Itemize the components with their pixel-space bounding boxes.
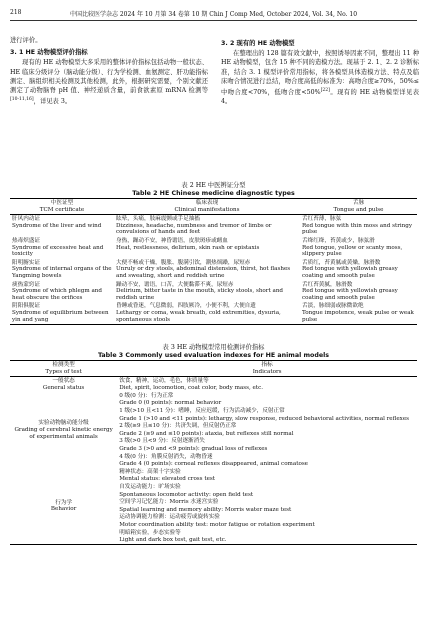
test-type-cell: 行为学 Behavior <box>50 499 77 513</box>
indicator-cell: 空间学习记忆能力：Morris 水迷宫实验 <box>119 499 219 506</box>
indicator-cell: 精神状态：高架十字实验 <box>119 468 181 475</box>
indicator-cell: Grade 3 (>0 and <9 points): gradual loss of reflexes <box>119 446 268 453</box>
table-3 <box>10 344 417 545</box>
right-column <box>221 36 419 107</box>
manifestation-cell: 眩晕，头痛，肢麻震颤或手足抽搐 Dizziness, headache, numbness and tremor of limbs or convulsions of hands and feet <box>116 216 272 236</box>
manifestation-cell: 身热，躁动不安，神昏谵语，皮肤斑疹或衄血 Heat, restlessness, delirium, skin rash or epistaxis <box>116 237 260 251</box>
test-type-cell: 实验动物脑动能分级 Grading of cerebral kinetic energy of experimental animals <box>14 420 113 440</box>
tongue-pulse-cell: 舌绛红绛，苔黄或少，脉弦滑 Red tongue, yellow or scanty moss, slippery pulse <box>302 237 403 258</box>
table-header-row <box>10 199 417 215</box>
table-row <box>10 302 417 324</box>
indicator-cell: 运动协调能力检测：运动疲劳或旋转实验 <box>119 514 220 521</box>
page-number: 218 <box>10 9 22 16</box>
indicator-cell: Spatial learning and memory ability: Morris water maze test <box>119 506 292 513</box>
tongue-pulse-cell: 舌质红，苔黄腻或黄燥，脉滑数 Red tongue with yellowish greasy coating and smooth pulse <box>302 259 398 279</box>
table-2-caption <box>10 182 417 198</box>
table-row <box>10 281 417 303</box>
indicator-cell: 1 级(>10 且<11 分)：嗜睡，反应迟缓，行为活动减少，反射正常 <box>119 408 285 415</box>
header-cell: 中医证型 TCM certificate <box>10 199 114 215</box>
indicator-cell: Spontaneous locomotor activity: open field test <box>119 491 254 498</box>
header-cell: 检测类型 Types of test <box>10 361 117 377</box>
table-row <box>10 377 417 385</box>
indicator-cell: Grade 0 (0 points): normal behavior <box>119 400 222 407</box>
tcm-type-cell: 阴阳俱脱证 Syndrome of equilibrium between yin and yang <box>12 303 109 323</box>
table-3-grid <box>10 360 417 545</box>
left-column <box>10 36 208 107</box>
citation: [22] <box>320 88 330 94</box>
indicator-cell: 2 级(≥9 且≤10 分)：共济失调，但反射仍正常 <box>119 423 237 430</box>
table-row <box>10 237 417 259</box>
table-row <box>10 468 417 476</box>
table-2 <box>10 182 417 325</box>
manifestation-cell: 躁动不安，谵语，口苦，大便黏滞不爽，尿短赤 Delirium, bitter taste in the mouth, sticky stools, short and reddish urine <box>116 281 284 301</box>
manifestation-cell: 昏睡或昏迷，气息微弱，四肢厥冷，小便不利，大便自遗 Lethargy or coma, weak breath, cold extremities, dysuria, spontaneous stools <box>116 303 281 323</box>
tcm-type-cell: 肝风内动证 Syndrome of the liver and wind <box>12 216 102 229</box>
indicator-cell: 4 级(0 分)：角膜反射消失，动物昏迷 <box>119 453 213 460</box>
indicator-cell: 自发运动能力：旷场实验 <box>119 484 181 490</box>
paragraph-end: ，详见表 3。 <box>33 98 72 106</box>
indicator-cell: Grade 2 (≥9 and ≤10 points): ataxia, but reflexes still normal <box>119 430 294 437</box>
paragraph-text: 在整理出的 128 篇有效文献中，按照诱导因素不同，整理出 11 种 HE 动物模型，包含 15 种不同的造模方法。现基于 2. 1、2. 2 诊断标准，结合 3. 1 模型评价常用指标，将各模型具体造模方法、特点及临床吻合情况进行总结，吻合度高低的标准为：高吻合度≥70%，50%≤中吻合度<70%，低吻合度<50% <box>221 50 419 97</box>
running-header <box>10 8 417 21</box>
table-row <box>10 392 417 400</box>
manifestation-cell: 大便不畅或干燥，腹胀、腹满引饮，潮热烦躁，尿短赤 Unruly or dry stools, abdominal distension, thirst, hot flashes and sweating, short and reddish urine <box>116 259 291 279</box>
table-row <box>10 259 417 281</box>
indicator-cell: 饮食，精神，运动，毛色，体质量等 <box>119 377 209 384</box>
citation: [10-11,16] <box>10 97 34 103</box>
tongue-pulse-cell: 舌红苔黄腻，脉滑数 Red tongue with yellowish greasy coating and smooth pulse <box>302 281 398 301</box>
indicator-cell: Grade 4 (0 points): corneal reflexes disappeared, animal comatose <box>119 461 308 468</box>
tongue-pulse-cell: 舌淡，脉细弱或脉微欲绝 Tongue impotence, weak pulse or weak pulse <box>302 303 414 323</box>
caption-zh: 表 2 HE 中医辨证分型 <box>181 182 246 189</box>
tcm-type-cell: 痰热蒙窍证 Syndrome of which phlegm and heat obscure the orifices <box>12 281 102 301</box>
indicator-cell: Motor coordination ability test: motor fatigue or rotation experiment <box>119 521 315 528</box>
header-cell: 指标 Indicators <box>117 361 417 377</box>
test-type-cell: 一般状态 General status <box>42 378 85 391</box>
table-row <box>10 215 417 237</box>
indicator-cell: Mental status: elevated cross test <box>119 476 216 483</box>
table-3-caption <box>10 344 417 360</box>
tcm-type-cell: 热毒炽盛证 Syndrome of excessive heat and toxicity <box>12 237 104 258</box>
paragraph-3-2 <box>221 49 419 106</box>
paragraph-end: 。现有的 HE 动物模型详见表 4。 <box>221 89 419 106</box>
indicator-cell: Light and dark box test, gait test, etc. <box>119 537 227 544</box>
table-2-grid <box>10 198 417 325</box>
tongue-pulse-cell: 舌红苔薄，脉弦 Red tongue with thin moss and stringy pulse <box>302 216 413 236</box>
paragraph-3-1 <box>10 58 208 106</box>
section-heading-3-2: 3. 2 现有的 HE 动物模型 <box>221 40 295 47</box>
indicator-cell: Diet, spirit, locomotion, coat color, body mass, etc. <box>119 385 263 392</box>
table-header-row <box>10 361 417 377</box>
tcm-type-cell: 阳明腑实证 Syndrome of internal organs of the Yangming bowels <box>12 259 112 279</box>
section-heading-3-1: 3. 1 HE 动物模型评价指标 <box>10 49 88 57</box>
indicator-cell: 0 级(0 分)：行为正常 <box>119 392 174 399</box>
journal-citation: 中国比较医学杂志 2024 年 10 月第 34 卷第 10 期 Chin J Comp Med, October 2024, Vol. 34, No. 10 <box>69 11 358 18</box>
caption-en: Table 2 HE Chinese medicine diagnostic types <box>132 190 295 197</box>
paragraph-text: 现有的 HE 动物模型大多采用的整体评价指标包括动物一般状态、HE 临床分级评分（脑动能分级）、行为学检测、血氨测定、肝功能指标测定、脑组织相关检测及其他检测，此外，根据研究需要，个别文献还测定了动物脑脊 pH 值、神经递质含量，前食欲素原 mRNA 检测等 <box>10 59 208 95</box>
indicator-cell: Grade 1 (>10 and <11 points): lethargy, slow response, reduced behavioral activities, normal reflexes <box>119 415 409 422</box>
caption-zh: 表 3 HE 动物模型常用检测评价指标 <box>162 344 265 351</box>
caption-en: Table 3 Commonly used evaluation indexes for HE animal models <box>97 352 330 359</box>
indicator-cell: 3 级(>0 且<9 分)：反射逐渐消失 <box>119 438 205 445</box>
header-cell: 舌脉 Tongue and pulse <box>300 199 417 215</box>
header-cell: 临床表现 Clinical manifestations <box>114 199 300 215</box>
body-columns <box>10 36 417 186</box>
indicator-cell: 明暗箱实验，步态实验等 <box>119 529 181 536</box>
continuation-text: 进行评价。 <box>10 37 42 44</box>
